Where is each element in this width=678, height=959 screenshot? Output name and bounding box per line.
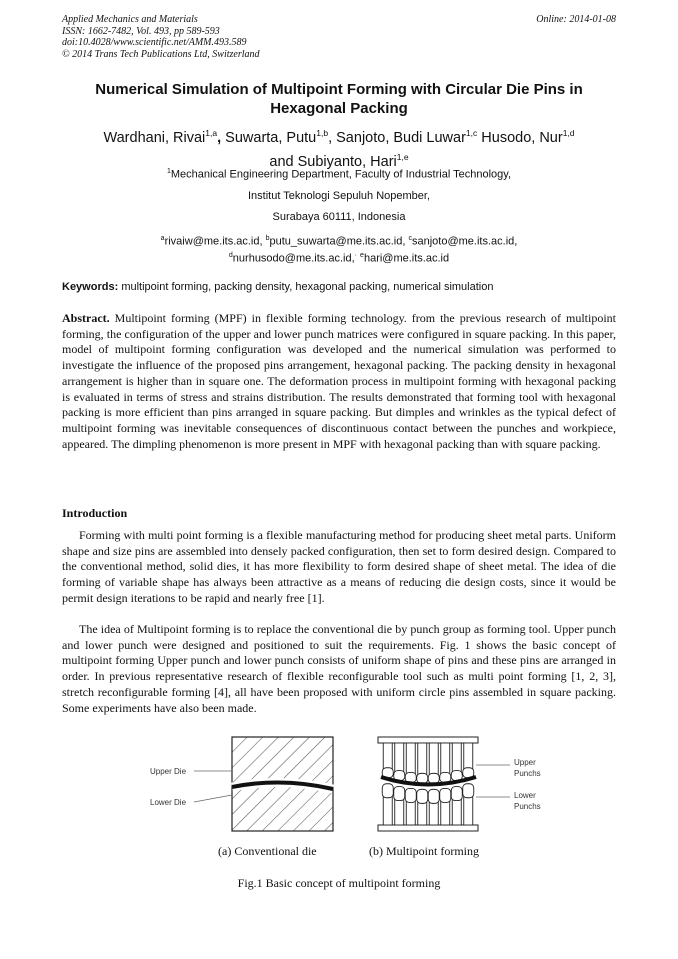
email-sup: d — [228, 251, 233, 259]
lower-punch-pin-head — [463, 784, 474, 798]
abstract-label: Abstract. — [62, 311, 110, 325]
lower-die-leader — [194, 795, 232, 802]
lower-plate — [378, 825, 478, 831]
intro-paragraph-1: Forming with multi point forming is a flexible manufacturing method for producing sheet metal parts. Uniform shape and size pins are assembled into densely packed configuration, then set to form desired design. Compared to the conventional method, solid dies, it has more flexibility to form desired shape of sheet metal. The idea of die forming of variable shape has always been attractive as a means of reducing die design costs, since it would be permit design iterations to be rapid and nearly free [1]. — [62, 528, 616, 605]
keywords — [62, 281, 616, 293]
upper-punch-label-2: Punchs — [514, 769, 541, 778]
abstract — [62, 311, 616, 452]
lower-punch-label-2: Punchs — [514, 802, 541, 811]
affiliation-line-1 — [62, 168, 616, 181]
affiliation-line-3: Surabaya 60111, Indonesia — [272, 211, 406, 223]
figure-1 — [140, 735, 560, 835]
author-name: Sanjoto, Budi Luwar — [336, 129, 466, 146]
author-sup: 1,a — [205, 128, 218, 138]
author-sup: 1,d — [562, 128, 575, 138]
lower-punch-pin-head — [451, 787, 462, 801]
email-list — [62, 232, 616, 265]
email-d[interactable]: nurhusodo@me.its.ac.id, — [232, 252, 355, 265]
email-sup: c — [408, 235, 412, 242]
author-sup: 1,e — [396, 151, 409, 162]
author-list: Wardhani, Rivai$^{1,a}$, Suwarta, Putu$^{1,b}$, Sanjoto, Budi Luwar$^{1,c}$ Husodo, Nur$^{1,d}$ and Subiyanto, Hari$^{1,e}$ — [103, 128, 575, 170]
email-b[interactable]: putu_suwarta@me.its.ac.id, — [269, 235, 406, 248]
author-name: Wardhani, Rivai — [103, 129, 206, 146]
section-heading-introduction: Introduction — [62, 506, 128, 520]
email-a[interactable]: rivaiw@me.its.ac.id, — [164, 235, 263, 248]
email-sup: b — [265, 235, 270, 242]
author-sup: 1,c — [465, 128, 478, 138]
conventional-die-diagram — [150, 737, 333, 831]
lower-die-label: Lower Die — [150, 798, 187, 807]
author-name: Suwarta, Putu — [225, 129, 317, 146]
email-c[interactable]: sanjoto@me.its.ac.id, — [411, 235, 518, 248]
lower-punch-pin-head — [382, 784, 393, 798]
upper-punch-pin-head — [440, 772, 451, 782]
upper-plate — [378, 737, 478, 743]
email-sup: e — [360, 251, 364, 259]
author-name: Husodo, Nur — [481, 129, 563, 146]
email-e[interactable]: hari@me.its.ac.id — [363, 252, 450, 265]
lower-punch-pin-head — [394, 787, 405, 801]
figure-caption: Fig.1 Basic concept of multipoint forming — [237, 876, 441, 890]
lower-punch-pin-head — [405, 788, 416, 802]
intro-paragraph-2: The idea of Multipoint forming is to replace the conventional die by punch group as forming tool. Upper punch and lower punch were designed and positioned to suit the requirements. Fig. 1 shows the basic concept of multipoint forming Upper punch and lower punch consists of uniform shape of pins and these pins are arranged in order. In previous representative research of flexible reconfigurable tool such as multi point forming [1, 2, 3], stretch reconfigurable forming [4], all have been proposed with uniform circle pins assembled in square packing. Some experiments have also been made. — [62, 622, 616, 715]
keywords-label: Keywords: — [62, 281, 119, 293]
upper-punch-pin-head — [405, 772, 416, 782]
upper-punch-pin-head — [428, 773, 439, 783]
keywords-text: multipoint forming, packing density, hexagonal packing, numerical simulation — [121, 281, 494, 293]
lower-punch-pin-head — [417, 789, 428, 803]
journal-header — [62, 14, 260, 60]
online-date: Online: 2014-01-08 — [536, 14, 616, 25]
affiliation-text: Mechanical Engineering Department, Faculty of Industrial Technology, — [170, 168, 512, 181]
journal-copyright: © 2014 Trans Tech Publications Ltd, Switzerland — [62, 48, 260, 60]
upper-punch-label-1: Upper — [514, 758, 536, 767]
email-separator: · — [354, 251, 357, 259]
paper-title: Numerical Simulation of Multipoint Forming with Circular Die Pins in Hexagonal Packing — [95, 81, 583, 117]
author-sup: 1,b — [316, 128, 329, 138]
upper-punch-pin-head — [417, 773, 428, 783]
lower-punch-label-1: Lower — [514, 791, 536, 800]
lower-punch-pin-head — [440, 788, 451, 802]
affiliation-sup: 1 — [166, 168, 171, 175]
multipoint-forming-diagram — [378, 737, 541, 831]
author-name: and Subiyanto, Hari — [269, 153, 397, 170]
figure-subcaption-b: (b) Multipoint forming — [369, 844, 479, 858]
journal-doi: doi:10.4028/www.scientific.net/AMM.493.589 — [62, 37, 247, 48]
email-sup: a — [160, 235, 165, 242]
journal-issn: ISSN: 1662-7482, Vol. 493, pp 589-593 — [62, 25, 220, 37]
affiliation-line-2: Institut Teknologi Sepuluh Nopember, — [247, 190, 431, 202]
journal-name: Applied Mechanics and Materials — [62, 14, 198, 25]
lower-punch-pin-head — [428, 789, 439, 803]
upper-die-label: Upper Die — [150, 767, 187, 776]
abstract-text: Multipoint forming (MPF) in flexible forming technology. from the previous research of multipoint forming, the configuration of the upper and lower punch matrices were configured in square packing. In this paper, model of multipoint forming configuration was developed and the numerical simulation was performed to investigate the influence of the proposed pins arrangement, hexagonal packing. The packing density in hexagonal arrangement is higher than in square one. The deformation process in multipoint forming with hexagonal packing is evaluated in terms of stress and strains distribution. The results demonstrated that forming tool with hexagonal packing is more efficient than pins arranged in square packing. But dimples and wrinkles as the typical defect of multipoint forming was inevitable consequences of discontinuous contact between the punches and workpiece, appeared. The dimpling phenomenon is more present in MPF with hexagonal packing than with square packing. — [62, 311, 617, 451]
figure-subcaption-a: (a) Conventional die — [218, 844, 317, 858]
